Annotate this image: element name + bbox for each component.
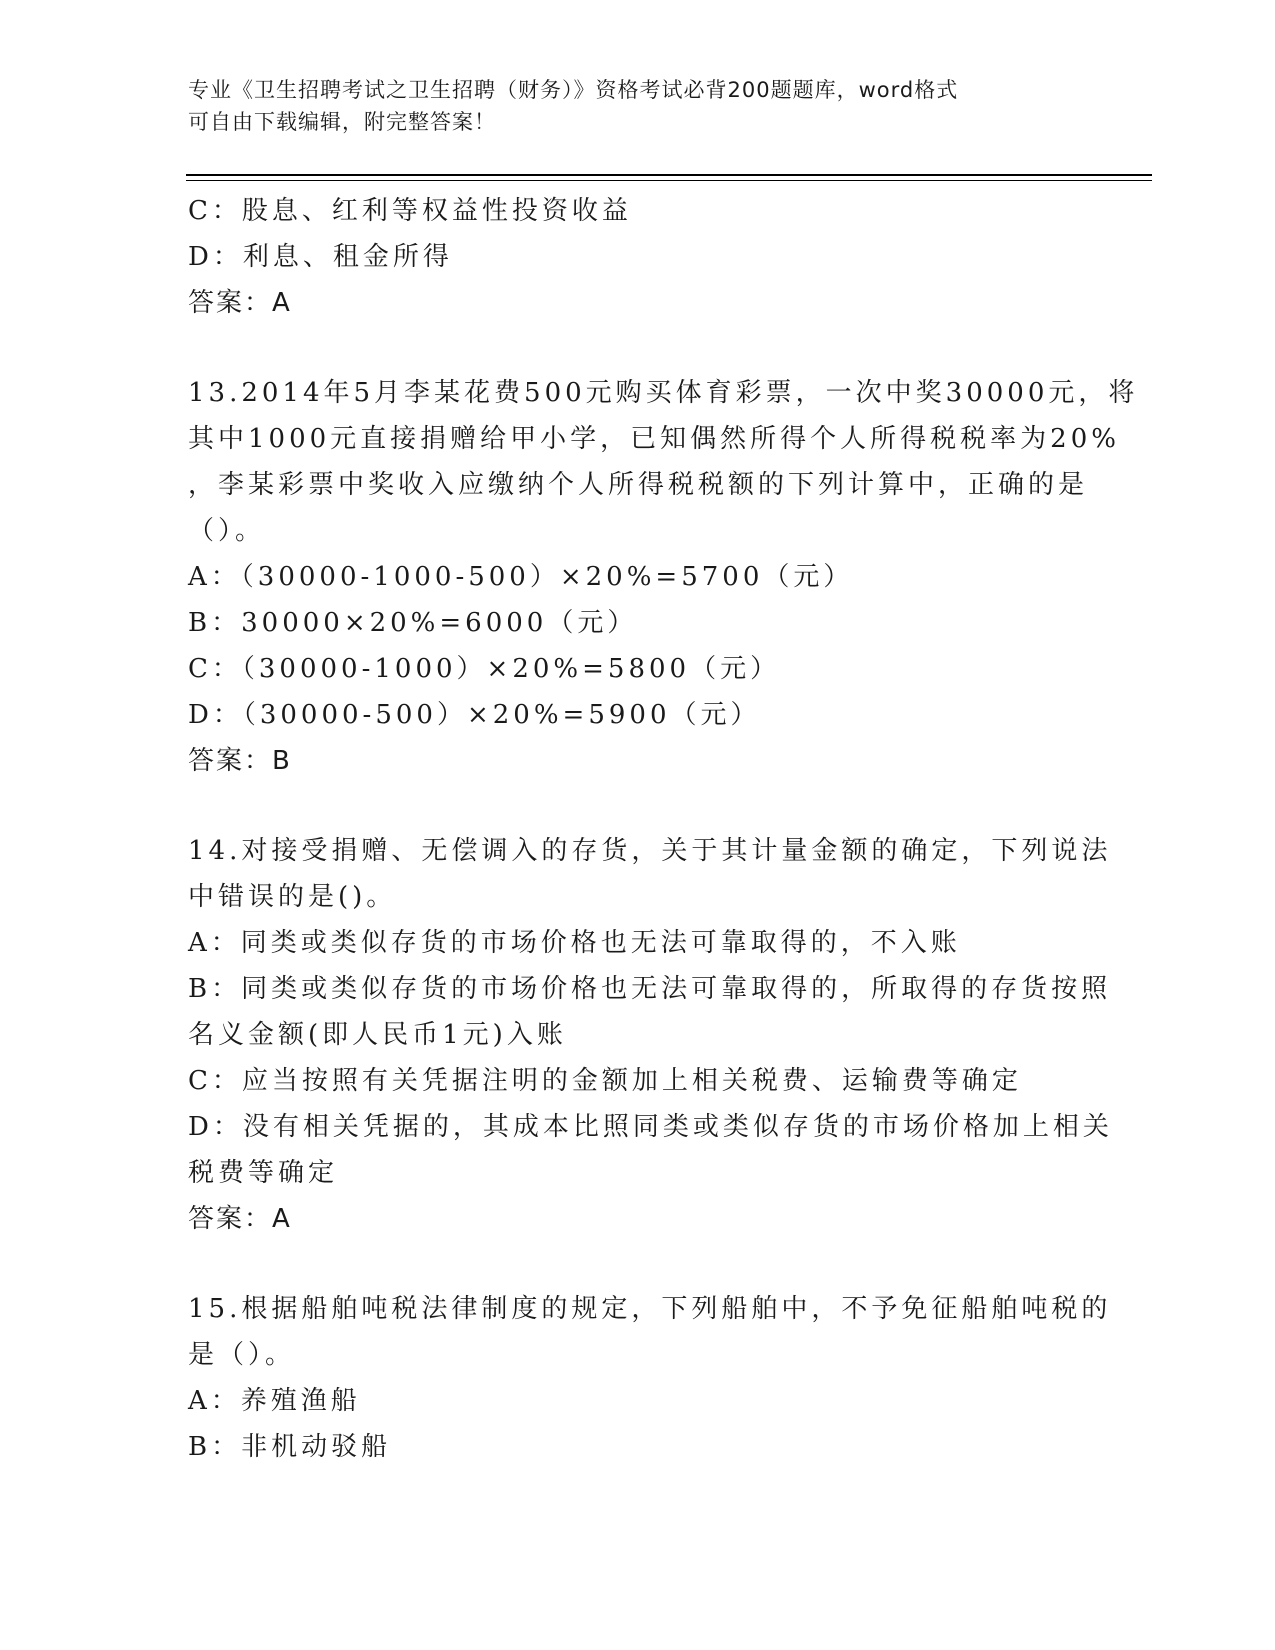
- question-12-tail: [188, 188, 1088, 326]
- question-stem: 14.对接受捐赠、无偿调入的存货，关于其计量金额的确定，下列说法: [188, 836, 1112, 866]
- question-14: [188, 828, 1113, 1242]
- option-c: C：股息、红利等权益性投资收益: [188, 196, 632, 226]
- option-d: D：没有相关凭据的，其成本比照同类或类似存货的市场价格加上相关: [188, 1112, 1113, 1142]
- option-a: A：同类或类似存货的市场价格也无法可靠取得的，不入账: [188, 928, 961, 958]
- question-13: [188, 370, 1139, 784]
- option-b: B：同类或类似存货的市场价格也无法可靠取得的，所取得的存货按照: [188, 974, 1112, 1004]
- question-stem: 15.根据船舶吨税法律制度的规定，下列船舶中，不予免征船舶吨税的: [188, 1294, 1112, 1324]
- option-a: A：养殖渔船: [188, 1386, 361, 1416]
- option-c: C：应当按照有关凭据注明的金额加上相关税费、运输费等确定: [188, 1066, 1022, 1096]
- answer: 答案：A: [188, 288, 292, 318]
- document-header: [188, 74, 1068, 138]
- question-15: [188, 1286, 1112, 1470]
- header-divider-thick: [186, 174, 1152, 176]
- question-stem: 13.2014年5月李某花费500元购买体育彩票，一次中奖30000元，将: [188, 378, 1139, 408]
- spacer: [188, 326, 1088, 370]
- option-d-continued: 税费等确定: [188, 1158, 339, 1188]
- option-b: B：非机动驳船: [188, 1432, 392, 1462]
- option-a: A：（30000-1000-500）×20%=5700（元）: [188, 562, 854, 592]
- option-d: D：利息、租金所得: [188, 242, 453, 272]
- header-line-2: 可自由下载编辑，附完整答案！: [188, 110, 496, 134]
- option-b-continued: 名义金额(即人民币1元)入账: [188, 1020, 567, 1050]
- question-stem: ，李某彩票中奖收入应缴纳个人所得税税额的下列计算中，正确的是: [188, 470, 1089, 500]
- question-stem: （）。: [188, 516, 266, 546]
- header-divider-thin: [186, 180, 1152, 181]
- option-c: C：（30000-1000）×20%=5800（元）: [188, 654, 781, 684]
- header-line-1: 专业《卫生招聘考试之卫生招聘（财务）》资格考试必背200题题库，word格式: [188, 78, 959, 102]
- question-stem: 其中1000元直接捐赠给甲小学，已知偶然所得个人所得税税率为20%: [188, 424, 1120, 454]
- question-stem: 是（）。: [188, 1340, 296, 1370]
- question-content: [188, 188, 1139, 1470]
- spacer: [188, 784, 1088, 828]
- spacer: [188, 1242, 1088, 1286]
- answer: 答案：A: [188, 1204, 292, 1234]
- answer: 答案：B: [188, 746, 292, 776]
- option-d: D：（30000-500）×20%=5900（元）: [188, 700, 761, 730]
- question-stem: 中错误的是()。: [188, 882, 397, 912]
- option-b: B：30000×20%=6000（元）: [188, 608, 638, 638]
